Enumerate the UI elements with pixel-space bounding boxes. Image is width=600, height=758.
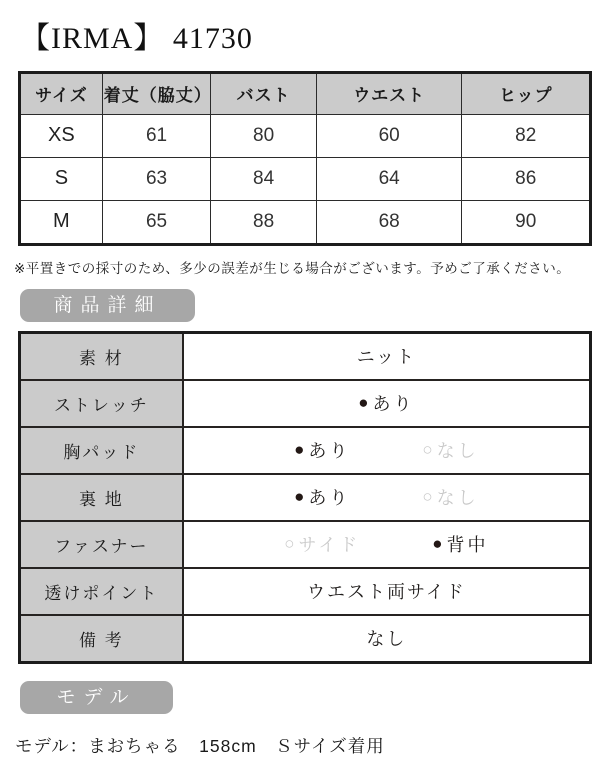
option-selected — [358, 390, 414, 416]
option-label: 背中 — [446, 535, 489, 555]
size-table-cell: 68 — [316, 200, 462, 244]
detail-label-cell: 胸パッド — [20, 427, 183, 474]
details-table-row — [20, 332, 591, 380]
radio-empty-icon: ○ — [284, 534, 295, 553]
size-table-cell: M — [20, 200, 103, 244]
detail-label-cell: 素 材 — [20, 332, 183, 380]
option-unselected — [422, 437, 478, 463]
size-table-header-cell: 着丈（脇丈） — [102, 72, 210, 114]
detail-value-cell — [183, 474, 591, 521]
option-unselected — [422, 484, 478, 510]
size-table-cell: 64 — [316, 157, 462, 200]
details-table-row — [20, 521, 591, 568]
size-table-cell: 61 — [102, 114, 210, 157]
details-table-row — [20, 380, 591, 427]
option-label: あり — [308, 441, 351, 461]
radio-empty-icon: ○ — [422, 487, 433, 506]
details-table — [18, 331, 592, 664]
option-selected — [294, 484, 350, 510]
size-table-cell: 82 — [462, 114, 591, 157]
radio-empty-icon: ○ — [422, 440, 433, 459]
details-table-body — [20, 332, 591, 662]
size-table-row — [20, 200, 591, 244]
detail-value-cell — [183, 427, 591, 474]
details-table-row — [20, 474, 591, 521]
size-table-header-cell: ヒップ — [462, 72, 591, 114]
detail-options — [185, 390, 588, 416]
detail-options — [185, 531, 588, 557]
detail-value-cell — [183, 521, 591, 568]
model-info-text: モデル：まおちゃる 158cm Ｓサイズ着用 — [15, 735, 385, 756]
model-section-badge: モデル — [20, 681, 173, 714]
size-table-cell: 80 — [211, 114, 317, 157]
option-label: なし — [436, 488, 479, 508]
option-selected — [432, 531, 488, 557]
detail-label-cell: ファスナー — [20, 521, 183, 568]
radio-filled-icon: ● — [358, 393, 369, 412]
size-table — [18, 71, 592, 246]
detail-options — [185, 437, 588, 463]
detail-value-cell: ウエスト両サイド — [183, 568, 591, 615]
detail-label-cell: 備 考 — [20, 615, 183, 663]
size-table-cell: 88 — [211, 200, 317, 244]
detail-value-cell — [183, 380, 591, 427]
option-label: あり — [372, 394, 415, 414]
option-unselected — [284, 531, 360, 557]
details-table-row — [20, 615, 591, 663]
size-table-cell: S — [20, 157, 103, 200]
page-title: 【IRMA】 41730 — [20, 22, 253, 55]
details-table-row — [20, 427, 591, 474]
size-table-header-cell: バスト — [211, 72, 317, 114]
size-table-cell: 90 — [462, 200, 591, 244]
detail-value-cell: なし — [183, 615, 591, 663]
size-table-cell: 63 — [102, 157, 210, 200]
size-table-cell: 60 — [316, 114, 462, 157]
size-table-cell: 86 — [462, 157, 591, 200]
size-table-cell: XS — [20, 114, 103, 157]
option-label: あり — [308, 488, 351, 508]
detail-label-cell: 透けポイント — [20, 568, 183, 615]
option-selected — [294, 437, 350, 463]
size-table-header-row — [20, 72, 591, 114]
detail-label-cell: 裏 地 — [20, 474, 183, 521]
option-label: サイド — [298, 535, 361, 555]
radio-filled-icon: ● — [432, 534, 443, 553]
measurement-note: ※平置きでの採寸のため、多少の誤差が生じる場合がございます。予めご了承ください。 — [14, 260, 571, 276]
size-table-body — [20, 114, 591, 244]
size-table-row — [20, 157, 591, 200]
size-table-row — [20, 114, 591, 157]
radio-filled-icon: ● — [294, 440, 305, 459]
option-label: なし — [436, 441, 479, 461]
detail-options — [185, 484, 588, 510]
detail-label-cell: ストレッチ — [20, 380, 183, 427]
size-table-header-cell: サイズ — [20, 72, 103, 114]
size-table-header-cell: ウエスト — [316, 72, 462, 114]
details-table-row — [20, 568, 591, 615]
size-table-cell: 65 — [102, 200, 210, 244]
radio-filled-icon: ● — [294, 487, 305, 506]
details-section-badge: 商品詳細 — [20, 289, 195, 322]
detail-value-cell: ニット — [183, 332, 591, 380]
size-table-cell: 84 — [211, 157, 317, 200]
